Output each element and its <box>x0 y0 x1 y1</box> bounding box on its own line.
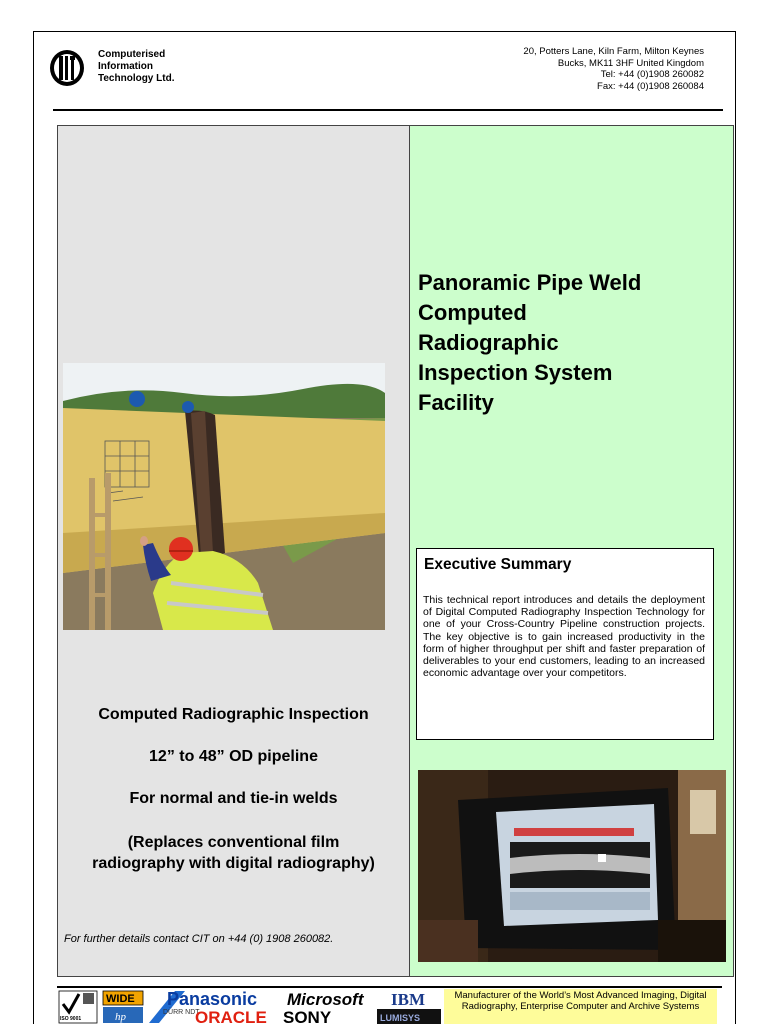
company-line-2: Information <box>98 61 153 72</box>
partner-logos <box>57 990 442 1024</box>
logo-panasonic: Panasonic <box>167 990 258 1009</box>
logo-oracle: ORACLE <box>195 1008 267 1024</box>
title-line-2: Computed <box>418 300 527 325</box>
title-line-1: Panoramic Pipe Weld <box>418 270 642 295</box>
logo-lumisys: LUMISYS <box>380 1013 421 1023</box>
executive-summary-box <box>416 548 714 740</box>
weld-types: For normal and tie-in welds <box>129 790 338 807</box>
footer-divider <box>57 986 722 988</box>
title-line-5: Facility <box>418 390 494 415</box>
header-divider <box>53 109 723 111</box>
executive-summary-body: This technical report introduces and details the deployment of Digital Computed Radiography Inspection Technology for one of your Cross-Country Pipeline construction projects. The key objective is to gain increased productivity in the form of higher throughput per shift and faster preparation of deliverables to your end customers, leading to an increased economic advantage over your competitors. <box>423 594 705 680</box>
pipeline-weld-photo <box>63 363 385 630</box>
pipeline-size: 12” to 48” OD pipeline <box>149 748 318 765</box>
logo-ibm: IBM <box>391 990 425 1009</box>
radiography-monitor-photo <box>418 770 726 962</box>
address-tel: Tel: +44 (0)1908 260082 <box>600 69 704 80</box>
address-line-1: 20, Potters Lane, Kiln Farm, Milton Keynes <box>523 46 704 57</box>
logo-microsoft: Microsoft <box>287 990 364 1009</box>
address-fax: Fax: +44 (0)1908 260084 <box>597 80 704 92</box>
company-line-3: Technology Ltd. <box>98 73 175 84</box>
company-name <box>98 49 174 85</box>
svg-text:hp: hp <box>115 1011 126 1023</box>
cit-logo <box>47 48 87 88</box>
inspection-type: Computed Radiographic Inspection <box>98 706 369 723</box>
replacement-note-line-1: (Replaces conventional film <box>127 834 340 851</box>
logo-sony: SONY <box>283 1008 332 1024</box>
report-title <box>418 268 718 418</box>
replacement-note-line-2: radiography with digital radiography) <box>92 855 375 872</box>
title-line-3: Radiographic <box>418 330 559 355</box>
logo-durr: DÜRR NDT <box>163 1009 200 1016</box>
logo-iso: ISO 9001 <box>60 1016 82 1022</box>
company-line-1: Computerised <box>98 49 166 60</box>
footer-tagline: Manufacturer of the World’s Most Advanced Imaging, Digital Radiography, Enterprise Computer and Archive Systems <box>444 989 717 1024</box>
address-line-2: Bucks, MK11 3HF United Kingdom <box>557 57 704 69</box>
company-address <box>523 46 704 92</box>
executive-summary-heading: Executive Summary <box>424 556 572 573</box>
logo-wide: WIDE <box>106 993 135 1005</box>
contact-details: For further details contact CIT on +44 (0) 1908 260082. <box>64 933 334 945</box>
title-line-4: Inspection System <box>418 360 613 385</box>
